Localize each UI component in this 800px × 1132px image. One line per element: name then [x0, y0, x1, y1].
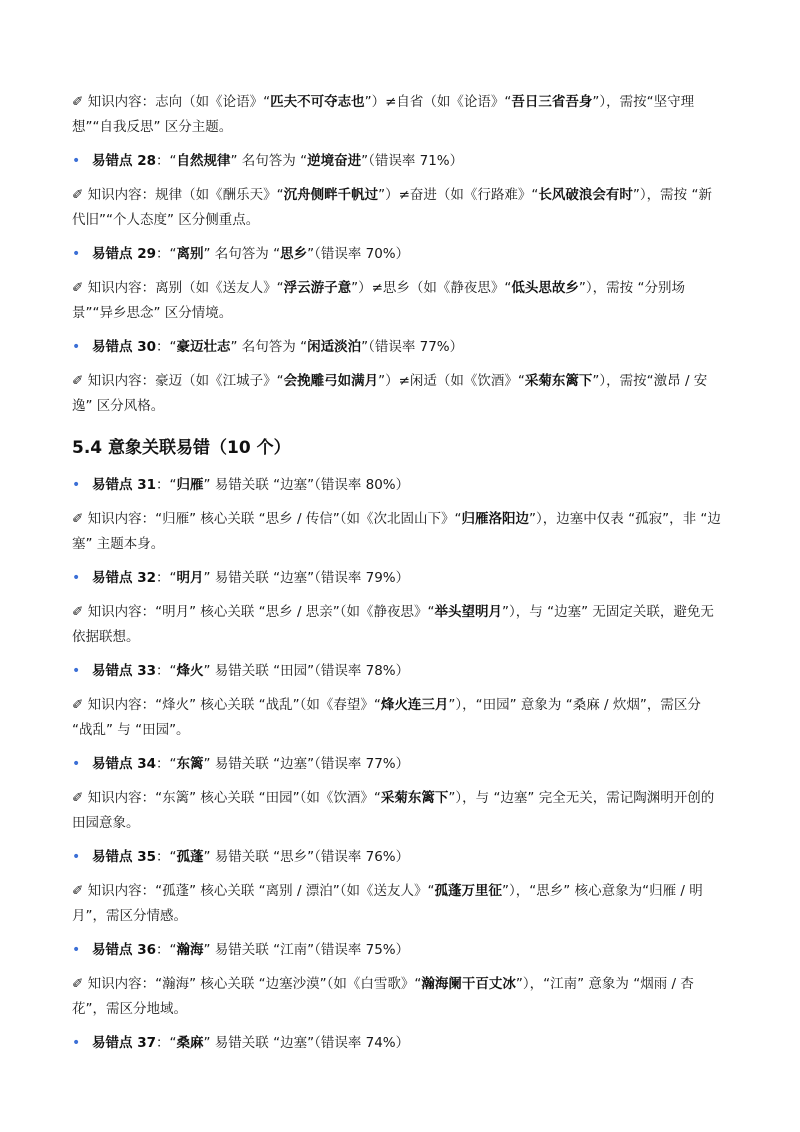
knowledge-paragraph-35: ✐ 知识内容：“孤蓬” 核心关联 “离别 / 漂泊”（如《送友人》“孤蓬万里征”），“思乡” 核心意象为“归雁 / 明月”，需区分情感。 [72, 883, 703, 924]
bullet-icon: • [72, 246, 81, 262]
bullet-icon: • [72, 570, 81, 586]
knowledge-paragraph-31: ✐ 知识内容：“归雁” 核心关联 “思乡 / 传信”（如《次北固山下》“归雁洛阳边”），边塞中仅表 “孤寂”，非 “边塞” 主题本身。 [72, 511, 721, 552]
error-point-36: • 易错点 36：“瀚海” 易错关联 “江南”（错误率 75%） [72, 938, 722, 963]
knowledge-paragraph-32: ✐ 知识内容：“明月” 核心关联 “思乡 / 思亲”（如《静夜思》“举头望明月”），与 “边塞” 无固定关联，避免无依据联想。 [72, 604, 714, 645]
knowledge-paragraph-36: ✐ 知识内容：“瀚海” 核心关联 “边塞沙漠”（如《白雪歌》“瀚海阑干百丈冰”），“江南” 意象为 “烟雨 / 杏花”，需区分地域。 [72, 976, 694, 1017]
knowledge-paragraph-33: ✐ 知识内容：“烽火” 核心关联 “战乱”（如《春望》“烽火连三月”），“田园” 意象为 “桑麻 / 炊烟”，需区分 “战乱” 与 “田园”。 [72, 697, 701, 738]
bullet-icon: • [72, 153, 81, 169]
error-point-34: • 易错点 34：“东篱” 易错关联 “边塞”（错误率 77%） [72, 752, 722, 777]
knowledge-paragraph-34: ✐ 知识内容：“东篱” 核心关联 “田园”（如《饮酒》“采菊东篱下”），与 “边塞” 完全无关，需记陶渊明开创的田园意象。 [72, 790, 715, 831]
bullet-icon: • [72, 942, 81, 958]
section-heading: 5.4 意象关联易错（10 个） [72, 438, 291, 458]
error-point-30: • 易错点 30：“豪迈壮志” 名句答为 “闲适淡泊”（错误率 77%） [72, 335, 722, 360]
error-point-31: • 易错点 31：“归雁” 易错关联 “边塞”（错误率 80%） [72, 473, 722, 498]
knowledge-paragraph-30: ✐ 知识内容：豪迈（如《江城子》“会挽雕弓如满月”）≠闲适（如《饮酒》“采菊东篱下”），需按“激昂 / 安逸” 区分风格。 [72, 373, 708, 414]
knowledge-paragraph-28: ✐ 知识内容：规律（如《酬乐天》“沉舟侧畔千帆过”）≠奋进（如《行路难》“长风破浪会有时”），需按 “新代旧”“个人态度” 区分侧重点。 [72, 187, 712, 228]
error-point-37: • 易错点 37：“桑麻” 易错关联 “边塞”（错误率 74%） [72, 1031, 722, 1056]
knowledge-paragraph-27: ✐ 知识内容：志向（如《论语》“匹夫不可夺志也”）≠自省（如《论语》“吾日三省吾身”），需按“坚守理想”“自我反思” 区分主题。 [72, 94, 695, 135]
bullet-icon: • [72, 477, 81, 493]
error-point-35: • 易错点 35：“孤蓬” 易错关联 “思乡”（错误率 76%） [72, 845, 722, 870]
knowledge-paragraph-29: ✐ 知识内容：离别（如《送友人》“浮云游子意”）≠思乡（如《静夜思》“低头思故乡”），需按 “分别场景”“异乡思念” 区分情境。 [72, 280, 685, 321]
error-point-33: • 易错点 33：“烽火” 易错关联 “田园”（错误率 78%） [72, 659, 722, 684]
bullet-icon: • [72, 339, 81, 355]
error-point-28: • 易错点 28：“自然规律” 名句答为 “逆境奋进”（错误率 71%） [72, 149, 722, 174]
bullet-icon: • [72, 849, 81, 865]
error-point-29: • 易错点 29：“离别” 名句答为 “思乡”（错误率 70%） [72, 242, 722, 267]
bullet-icon: • [72, 663, 81, 679]
error-point-32: • 易错点 32：“明月” 易错关联 “边塞”（错误率 79%） [72, 566, 722, 591]
document-content [72, 90, 722, 1065]
bullet-icon: • [72, 756, 81, 772]
bullet-icon: • [72, 1035, 81, 1051]
